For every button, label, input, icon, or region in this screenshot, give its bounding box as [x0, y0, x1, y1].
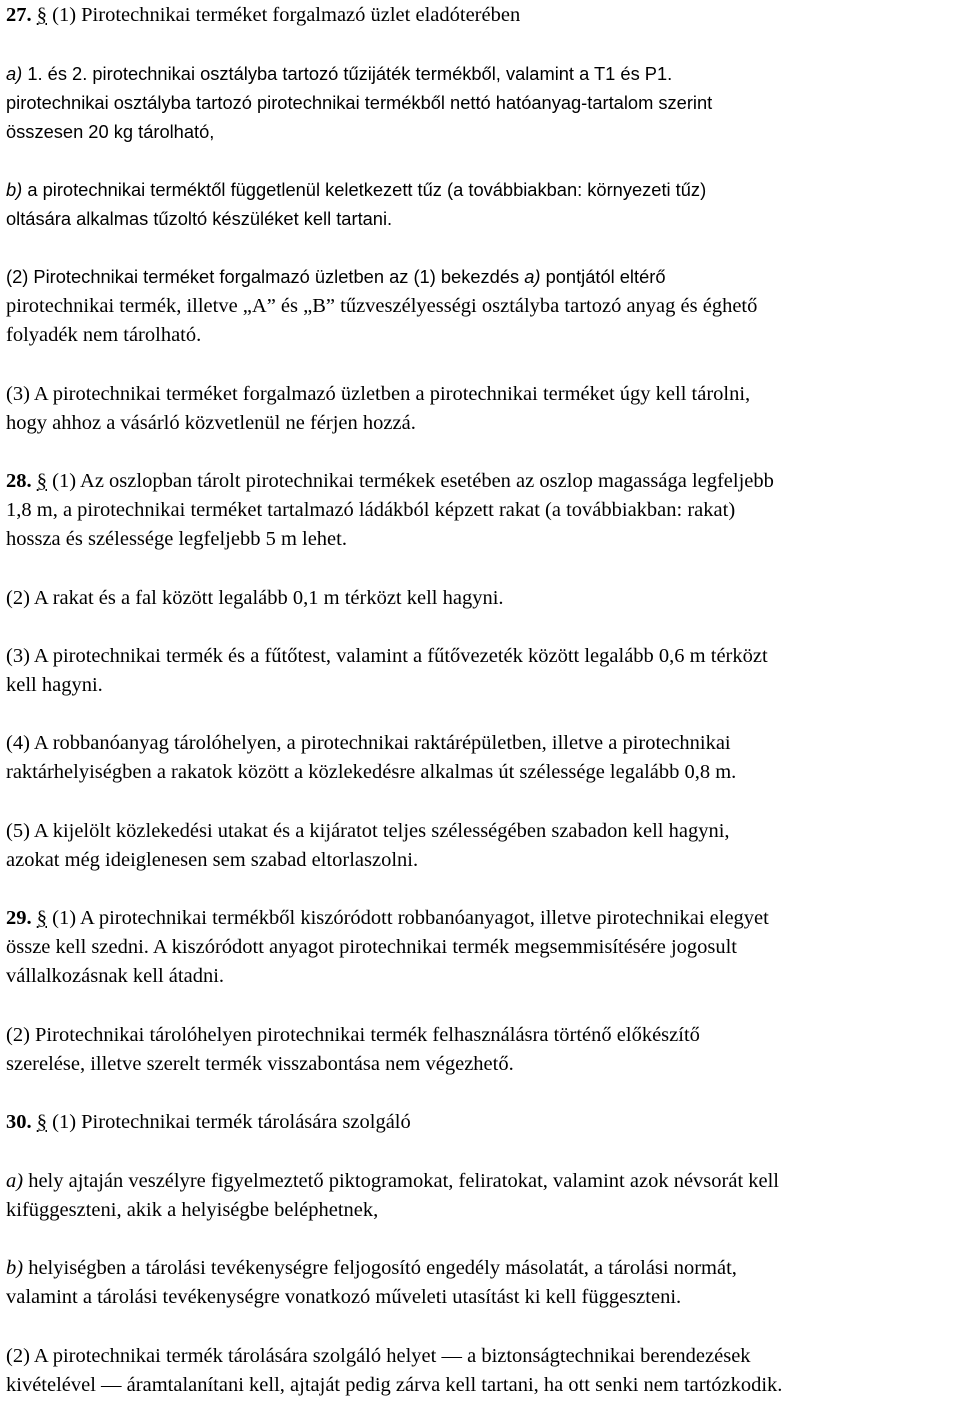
text-line	[6, 1023, 700, 1047]
text-line	[6, 673, 103, 697]
text-line	[6, 1256, 737, 1280]
line-text: raktárhelyiségben a rakatok között a közlekedésre alkalmas út szélessége legalább 0,8 m.	[6, 761, 737, 783]
line-text: (1) Pirotechnikai terméket forgalmazó üzlet eladóterében	[47, 4, 521, 26]
text-line	[6, 1169, 779, 1193]
line-text: (1) Az oszlopban tárolt pirotechnikai termékek esetében az oszlop magassága legfeljebb	[47, 470, 774, 492]
line-text: (1) A pirotechnikai termékből kiszóródott robbanóanyagot, illetve pirotechnikai elegyet	[47, 907, 769, 929]
line-text: azokat még ideiglenesen sem szabad eltorlaszolni.	[6, 849, 419, 871]
line-text: 1,8 m, a pirotechnikai terméket tartalmazó ládákból képzett rakat (a továbbiakban: rakat)	[6, 499, 736, 521]
section-number: 27.	[6, 4, 32, 26]
text-line	[6, 819, 730, 843]
point-marker: b)	[6, 179, 23, 200]
text-line	[6, 760, 736, 784]
text-line	[6, 207, 392, 231]
text-line	[6, 1198, 378, 1222]
line-text: kivételével — áramtalanítani kell, ajtaját pedig zárva kell tartani, ha ott senki nem tartózkodik.	[6, 1374, 783, 1396]
line-text: kell hagyni.	[6, 674, 103, 696]
line-text: (1) Pirotechnikai termék tárolására szolgáló	[47, 1111, 411, 1133]
line-text: (2) Pirotechnikai tárolóhelyen pirotechnikai termék felhasználásra történő előkészítő	[6, 1024, 700, 1046]
text-line	[6, 178, 706, 202]
line-text: folyadék nem tárolható.	[6, 324, 202, 346]
line-text: hossza és szélessége legfeljebb 5 m lehet.	[6, 528, 347, 550]
text-line	[6, 323, 201, 347]
line-text: összesen 20 kg tárolható,	[6, 121, 215, 142]
line-text: (3) A pirotechnikai terméket forgalmazó üzletben a pirotechnikai terméket úgy kell tárolni,	[6, 383, 751, 405]
section-number: 29.	[6, 907, 32, 929]
text-line	[6, 644, 768, 668]
text-line	[6, 1373, 782, 1397]
text-line	[6, 382, 750, 406]
line-text: oltására alkalmas tűzoltó készüléket kell tartani.	[6, 208, 393, 229]
text-line	[6, 294, 757, 318]
line-text: hely ajtaján veszélyre figyelmeztető piktogramokat, feliratokat, valamint azok névsorát kell	[23, 1170, 780, 1192]
text-line	[6, 498, 735, 522]
point-marker: a)	[6, 63, 23, 84]
line-text: szerelése, illetve szerelt termék visszabontása nem végezhető.	[6, 1053, 514, 1075]
point-marker: b)	[6, 1257, 24, 1279]
line-text: (5) A kijelölt közlekedési utakat és a kijáratot teljes szélességében szabadon kell hagyni,	[6, 820, 730, 842]
line-text: pirotechnikai osztályba tartozó pirotechnikai termékből nettó hatóanyag-tartalom szerint	[6, 92, 713, 113]
text-line	[6, 1052, 514, 1076]
text-line	[6, 731, 731, 755]
section-number: 28.	[6, 470, 32, 492]
line-text: pontjától eltérő	[540, 266, 666, 287]
line-text: valamint a tárolási tevékenységre vonatkozó műveleti utasítást ki kell függeszteni.	[6, 1286, 682, 1308]
line-text: (2) A rakat és a fal között legalább 0,1 m térközt kell hagyni.	[6, 587, 504, 609]
line-text: össze kell szedni. A kiszóródott anyagot pirotechnikai termék megsemmisítésére jogosult	[6, 936, 738, 958]
point-marker: a)	[6, 1170, 24, 1192]
text-line	[6, 586, 504, 610]
section-sign: §	[36, 1111, 47, 1133]
text-line	[6, 265, 666, 289]
point-marker: a)	[524, 266, 541, 287]
section-sign: §	[36, 4, 47, 26]
text-line	[6, 964, 224, 988]
text-line	[6, 906, 769, 930]
line-text: helyiségben a tárolási tevékenységre feljogosító engedély másolatát, a tárolási normát,	[23, 1257, 737, 1279]
text-line	[6, 1285, 681, 1309]
section-number: 30.	[6, 1111, 32, 1133]
line-text: 1. és 2. pirotechnikai osztályba tartozó tűzijáték termékből, valamint a T1 és P1.	[22, 63, 673, 84]
line-text: (4) A robbanóanyag tárolóhelyen, a pirotechnikai raktárépületben, illetve a pirotechnikai	[6, 732, 731, 754]
line-text: (3) A pirotechnikai termék és a fűtőtest, valamint a fűtővezeték között legalább 0,6 m térközt	[6, 645, 768, 667]
line-text: (2) A pirotechnikai termék tárolására szolgáló helyet — a biztonságtechnikai berendezések	[6, 1345, 751, 1367]
text-line	[6, 1344, 751, 1368]
line-text: (2) Pirotechnikai terméket forgalmazó üzletben az (1) bekezdés	[6, 266, 525, 287]
line-text: pirotechnikai termék, illetve „A” és „B” tűzveszélyességi osztályba tartozó anyag és éghető	[6, 295, 758, 317]
line-text: vállalkozásnak kell átadni.	[6, 965, 225, 987]
text-line	[6, 1110, 411, 1134]
section-sign: §	[36, 470, 47, 492]
section-sign: §	[36, 907, 47, 929]
line-text: a pirotechnikai terméktől függetlenül keletkezett tűz (a továbbiakban: környezeti tűz)	[22, 179, 707, 200]
text-line	[6, 120, 214, 144]
text-line	[6, 848, 418, 872]
text-line	[6, 3, 520, 27]
line-text: hogy ahhoz a vásárló közvetlenül ne férjen hozzá.	[6, 412, 416, 434]
line-text: kifüggeszteni, akik a helyiségbe beléphetnek,	[6, 1199, 379, 1221]
text-line	[6, 91, 712, 115]
text-line	[6, 935, 737, 959]
text-line	[6, 411, 416, 435]
text-line	[6, 527, 347, 551]
text-line	[6, 469, 774, 493]
text-line	[6, 62, 672, 86]
